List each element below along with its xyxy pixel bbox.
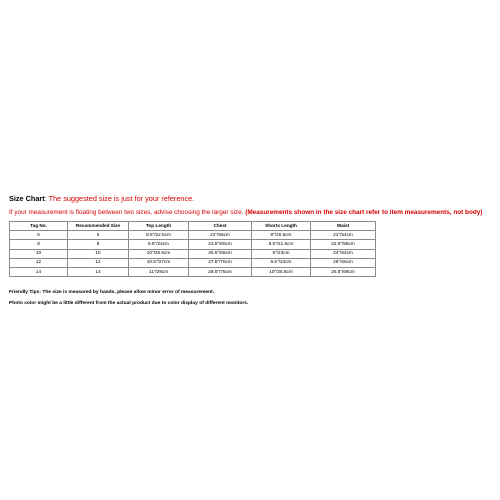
- size-chart-subtitle: : The suggested size is just for your reference.: [44, 194, 195, 203]
- cell-top-length: 11"/29cm: [129, 267, 189, 276]
- size-chart-heading: [9, 194, 495, 204]
- cell-waist: 21"/54cm: [311, 231, 376, 240]
- header-waist: Waist: [311, 222, 376, 231]
- cell-top-length: 9.5"/24cm: [129, 240, 189, 249]
- size-chart-section: [9, 194, 495, 307]
- cell-tag-no: 8: [10, 240, 68, 249]
- cell-shorts-length: 9.5"/24cm: [252, 258, 311, 267]
- cell-recommended-size: 10: [68, 249, 129, 258]
- cell-waist: 26"/66cm: [311, 258, 376, 267]
- size-chart-title: Size Chart: [9, 194, 45, 203]
- cell-recommended-size: 8: [68, 240, 129, 249]
- cell-shorts-length: 8"/20.5cm: [252, 231, 311, 240]
- cell-chest: 25.5"/65cm: [189, 249, 252, 258]
- size-table: [9, 221, 376, 277]
- friendly-tips-text: Friendly Tips: The size is measured by hands, please allow minor error of measurement.: [9, 290, 215, 296]
- notice-text: If your measurement is floating between two sizes, advise choosing the larger size.: [9, 209, 246, 216]
- table-row: [10, 249, 376, 258]
- table-header-row: [10, 222, 376, 231]
- cell-top-length: 10.5"/27cm: [129, 258, 189, 267]
- cell-tag-no: 6: [10, 231, 68, 240]
- notice-bold-text: (Measurements shown in the size chart refer to item measurements, not body): [245, 209, 483, 216]
- header-tag-no: Tag No.: [10, 222, 68, 231]
- cell-shorts-length: 8.5"/21.5cm: [252, 240, 311, 249]
- table-row: [10, 258, 376, 267]
- cell-shorts-length: 9"/23cm: [252, 249, 311, 258]
- cell-top-length: 10"/25.5cm: [129, 249, 189, 258]
- cell-chest: 22"/56cm: [189, 231, 252, 240]
- table-row: [10, 240, 376, 249]
- cell-top-length: 8.5"/22.5cm: [129, 231, 189, 240]
- cell-tag-no: 14: [10, 267, 68, 276]
- header-chest: Chest: [189, 222, 252, 231]
- cell-tag-no: 10: [10, 249, 68, 258]
- cell-chest: 29.5"/75cm: [189, 267, 252, 276]
- table-row: [10, 231, 376, 240]
- cell-chest: 23.5"/60cm: [189, 240, 252, 249]
- color-disclaimer-text: Photo color might be a little different from the actual product due to color display of different monitors.: [9, 301, 249, 307]
- cell-shorts-length: 10"/25.5cm: [252, 267, 311, 276]
- header-top-length: Top Length: [129, 222, 189, 231]
- header-shorts-length: Shorts Length: [252, 222, 311, 231]
- cell-waist: 24"/62cm: [311, 249, 376, 258]
- cell-chest: 27.5"/70cm: [189, 258, 252, 267]
- measurement-notice: [9, 208, 495, 217]
- cell-tag-no: 12: [10, 258, 68, 267]
- cell-waist: 26.5"/68cm: [311, 267, 376, 276]
- cell-waist: 22.5"/58cm: [311, 240, 376, 249]
- cell-recommended-size: 14: [68, 267, 129, 276]
- cell-recommended-size: 12: [68, 258, 129, 267]
- header-recommended-size: Recommended Size: [68, 222, 129, 231]
- table-row: [10, 267, 376, 276]
- cell-recommended-size: 6: [68, 231, 129, 240]
